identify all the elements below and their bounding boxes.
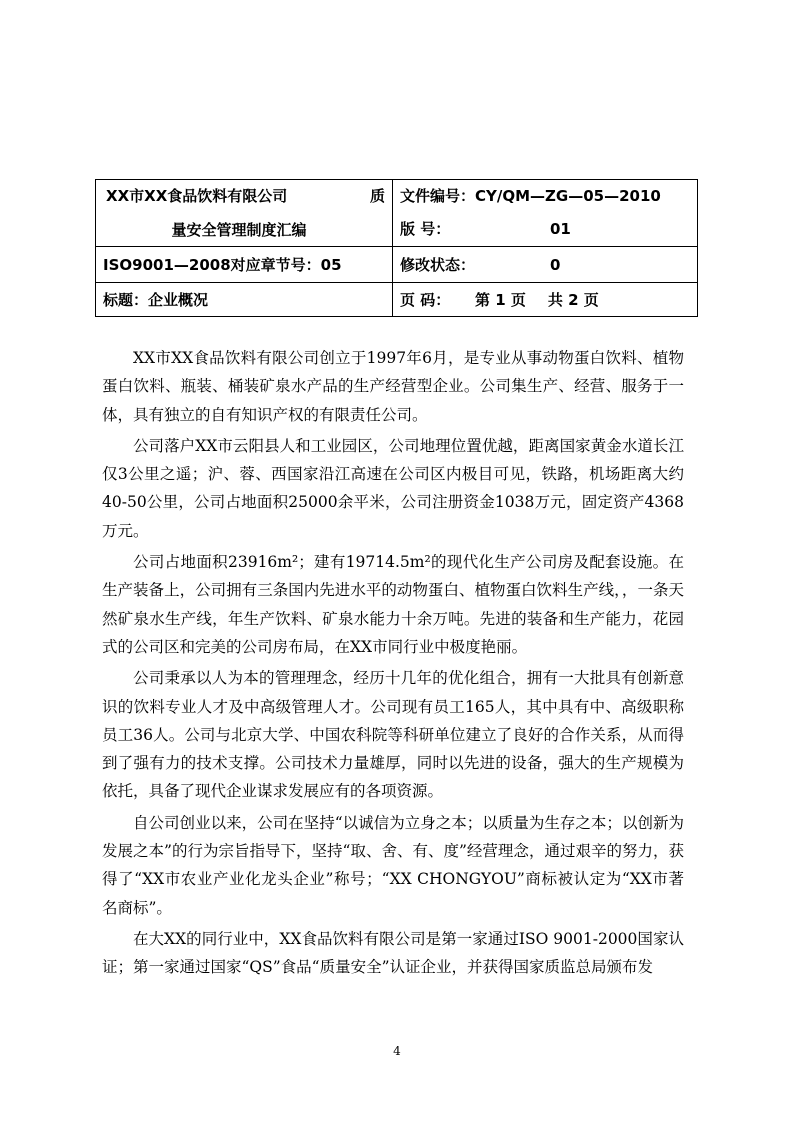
revision-status-label: 修改状态： [400, 255, 476, 274]
document-header-table [95, 179, 698, 317]
manual-title: 量安全管理制度汇编 [171, 221, 307, 239]
company-name-trailing-char: 质 [369, 187, 385, 205]
file-number: 文件编号：CY/QM—ZG—05—2010 [400, 187, 661, 205]
page-current: 第 1 页 [475, 290, 526, 309]
paragraph: 公司落户XX市云阳县人和工业园区，公司地理位置优越，距离国家黄金水道长江仅3公里之遥；沪、蓉、西国家沿江高速在公司区内极目可见，铁路，机场距离大约40-50公里，公司占地面积25000余平米，公司注册资金1038万元，固定资产4368万元。 [102, 436, 684, 540]
paragraph: 自公司创业以来，公司在坚持“以诚信为立身之本；以质量为生存之本；以创新为发展之本”的行为宗旨指导下，坚持“取、舍、有、度”经营理念，通过艰辛的努力，获得了“XX市农业产业化龙头企业”称号；“XX CHONGYOU”商标被认定为“XX市著名商标”。 [102, 813, 684, 917]
iso-reference: ISO9001—2008对应章节号：05 [96, 247, 393, 283]
version-value: 01 [550, 220, 571, 238]
company-title-cell [96, 180, 393, 247]
document-body [102, 344, 684, 985]
page-number: 4 [393, 1044, 401, 1058]
page-label: 页 码： [400, 290, 451, 309]
revision-status-value: 0 [550, 255, 561, 274]
version-label: 版 号： [400, 220, 451, 238]
company-name: XX市XX食品饮料有限公司 [106, 187, 288, 205]
paragraph: XX市XX食品饮料有限公司创立于1997年6月，是专业从事动物蛋白饮料、植物蛋白饮料、瓶装、桶装矿泉水产品的生产经营型企业。公司集生产、经营、服务于一体，具有独立的自有知识产权的有限责任公司。 [102, 349, 684, 424]
section-title: 标题：企业概况 [96, 283, 393, 317]
revision-status-row [393, 247, 698, 283]
page-info-row [393, 283, 698, 317]
file-info-cell [393, 180, 698, 247]
paragraph: 公司秉承以人为本的管理理念，经历十几年的优化组合，拥有一大批具有创新意识的饮料专业人才及中高级管理人才。公司现有员工165人，其中具有中、高级职称员工36人。公司与北京大学、中国农科院等科研单位建立了良好的合作关系，从而得到了强有力的技术支撑。公司技术力量雄厚，同时以先进的设备，强大的生产规模为依托，具备了现代企业谋求发展应有的各项资源。 [102, 669, 684, 801]
version-row [400, 212, 690, 246]
paragraph: 在大XX的同行业中，XX食品饮料有限公司是第一家通过ISO 9001-2000国家认证；第一家通过国家“QS”食品“质量安全”认证企业，并获得国家质监总局颁布发 [102, 929, 684, 977]
page-total: 共 2 页 [547, 290, 599, 309]
paragraph: 公司占地面积23916m²；建有19714.5m²的现代化生产公司房及配套设施。在生产装备上，公司拥有三条国内先进水平的动物蛋白、植物蛋白饮料生产线，，一条天然矿泉水生产线，年生产饮料、矿泉水能力十余万吨。先进的装备和生产能力，花园式的公司区和完美的公司房布局，在XX市同行业中极度艳丽。 [102, 553, 684, 656]
